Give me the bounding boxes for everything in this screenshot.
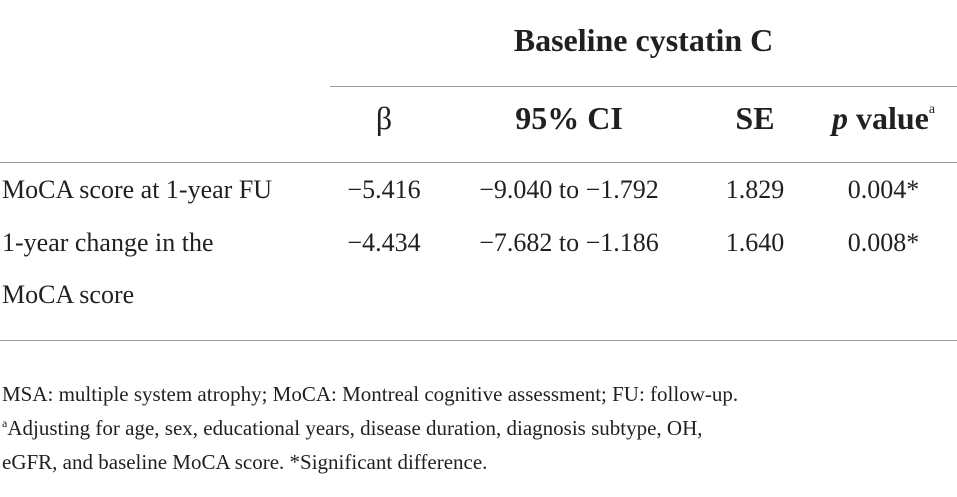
table-bottom-rule xyxy=(0,340,957,341)
row-1-ci: −9.040 to −1.792 xyxy=(479,175,659,204)
row-2-se: 1.640 xyxy=(725,228,785,257)
row-1-p-value: 0.004* xyxy=(847,175,920,204)
row-2-label-line2: MoCA score xyxy=(2,280,135,309)
footnote-adjustment-cont: eGFR, and baseline MoCA score. *Significant difference. xyxy=(2,450,488,474)
col-header-beta: β xyxy=(375,100,393,136)
footnote-marker-a: a xyxy=(2,416,8,430)
row-2-beta: −4.434 xyxy=(347,228,421,257)
row-1-label: MoCA score at 1-year FU xyxy=(2,175,273,204)
col-header-ci: 95% CI xyxy=(515,100,623,136)
p-value-text: value xyxy=(847,100,929,136)
row-2-p-value: 0.008* xyxy=(847,228,920,257)
row-1-se: 1.829 xyxy=(725,175,785,204)
row-2-label-line1: 1-year change in the xyxy=(2,228,214,257)
group-header: Baseline cystatin C xyxy=(513,22,774,58)
col-header-se: SE xyxy=(735,100,775,136)
row-2-ci: −7.682 to −1.186 xyxy=(479,228,659,257)
footnote-abbreviations: MSA: multiple system atrophy; MoCA: Montreal cognitive assessment; FU: follow-up. xyxy=(2,382,739,406)
col-header-p-value xyxy=(810,100,957,137)
header-rule xyxy=(0,162,957,163)
footnote-adjustment-text: Adjusting for age, sex, educational years, disease duration, diagnosis subtype, OH, xyxy=(7,416,703,440)
p-symbol: p xyxy=(831,100,848,136)
p-value-footnote-marker: a xyxy=(928,102,936,117)
footnote-adjustment xyxy=(2,416,703,441)
group-header-rule xyxy=(330,86,957,87)
row-1-beta: −5.416 xyxy=(347,175,421,204)
